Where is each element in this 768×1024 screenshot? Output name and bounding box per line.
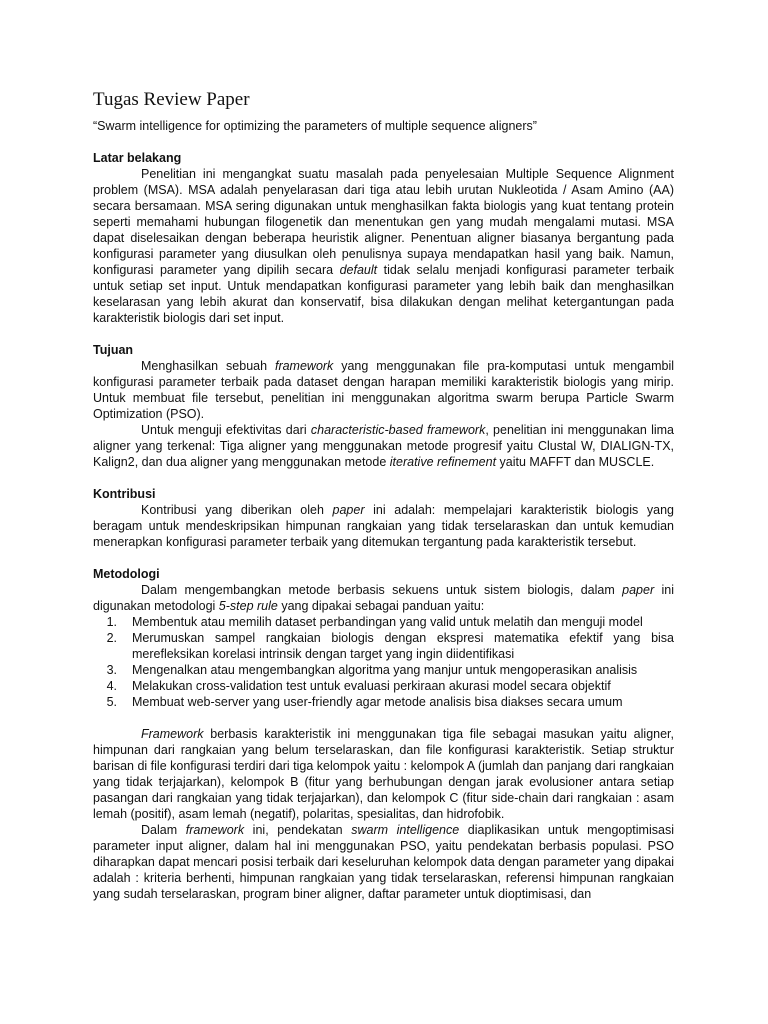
- paragraph: Penelitian ini mengangkat suatu masalah pada penyelesaian Multiple Sequence Alignment problem (MSA). MSA adalah penyelarasan dari tiga atau lebih urutan Nukleotida / Asam Amino (AA) secara bersamaan. MSA sering digunakan untuk menghasilkan fakta biologis yang kuat tentang protein seperti memahami hubungan filogenetik dan menentukan gen yang mudah mengalami mutasi. MSA dapat diselesaikan dengan beberapa heuristik aligner. Penentuan aligner biasanya bergantung pada konfigurasi parameter yang diusulkan oleh penulisnya supaya mendapatkan hasil yang baik. Namun, konfigurasi parameter yang dipilih secara default tidak selalu menjadi konfigurasi parameter terbaik untuk setiap set input. Untuk mendapatkan konfigurasi parameter yang lebih baik dan menghasilkan keselarasan yang lebih akurat dan konservatif, bisa dilakukan dengan melihat ketergantungan pada karakteristik biologis dari set input.: [93, 167, 674, 325]
- step-list: [93, 614, 674, 710]
- section-metodologi: [93, 566, 674, 902]
- paragraph: Kontribusi yang diberikan oleh paper ini adalah: mempelajari karakteristik biologis yang beragam untuk mendeskripsikan himpunan rangkaian yang tidak terselaraskan dan untuk kemudian menerapkan konfigurasi parameter terbaik yang ditemukan tergantung pada karakteristik tersebut.: [93, 503, 674, 549]
- section-heading: Kontribusi: [93, 487, 156, 501]
- paragraph: Menghasilkan sebuah framework yang menggunakan file pra-komputasi untuk mengambil konfigurasi parameter terbaik pada dataset dengan harapan memiliki karakteristik biologis yang mirip. Untuk membuat file tersebut, penelitian ini menggunakan algoritma swarm berupa Particle Swarm Optimization (PSO).: [93, 359, 674, 421]
- paragraph: Dalam mengembangkan metode berbasis sekuens untuk sistem biologis, dalam paper ini digunakan metodologi 5-step rule yang dipakai sebagai panduan yaitu:: [93, 583, 674, 613]
- paragraph: Untuk menguji efektivitas dari characteristic-based framework, penelitian ini menggunakan lima aligner yang terkenal: Tiga aligner yang menggunakan metode progresif yaitu Clustal W, DIALIGN-TX, Kalign2, dan dua aligner yang menggunakan metode iterative refinement yaitu MAFFT dan MUSCLE.: [93, 423, 674, 469]
- paper-title: “Swarm intelligence for optimizing the parameters of multiple sequence aligners”: [93, 119, 537, 133]
- document-title: Tugas Review Paper: [93, 89, 250, 110]
- section-kontribusi: [93, 486, 674, 550]
- list-item: 2. Merumuskan sampel rangkaian biologis dengan ekspresi matematika efektif yang bisa merefleksikan korelasi intrinsik dengan target yang ingin diidentifikasi: [106, 631, 674, 661]
- section-heading: Latar belakang: [93, 151, 182, 165]
- paragraph: Dalam framework ini, pendekatan swarm intelligence diaplikasikan untuk mengoptimisasi parameter input aligner, dalam hal ini menggunakan PSO, yaitu pendekatan berbasis populasi. PSO diharapkan dapat mencari posisi terbaik dari keseluruhan kelompok data dengan parameter yang dipakai adalah : kriteria berhenti, himpunan rangkaian yang tidak terselaraskan, referensi himpunan rangkaian yang sudah terselaraskan, program biner aligner, daftar parameter untuk dioptimisasi, dan: [93, 823, 674, 901]
- section-heading: Metodologi: [93, 567, 160, 581]
- list-item: 1. Membentuk atau memilih dataset perbandingan yang valid untuk melatih dan menguji model: [106, 615, 643, 629]
- list-item: 5. Membuat web-server yang user-friendly agar metode analisis bisa diakses secara umum: [106, 695, 623, 709]
- list-item: 3. Mengenalkan atau mengembangkan algoritma yang manjur untuk mengoperasikan analisis: [106, 663, 638, 677]
- section-latar-belakang: [93, 150, 674, 326]
- paragraph: Framework berbasis karakteristik ini menggunakan tiga file sebagai masukan yaitu aligner, himpunan dari rangkaian yang belum terselaraskan, dan file konfigurasi karakteristik. Setiap struktur barisan di file konfigurasi terdiri dari tiga kelompok yaitu : kelompok A (jumlah dan panjang dari rangkaian yang tidak terjajarkan), kelompok B (fitur yang berhubungan dengan jarak evolusioner antara setiap pasangan dari rangkaian yang tidak terjajarkan), dan kelompok C (fitur side-chain dari rangkaian : asam lemah (positif), asam lemah (negatif), polaritas, spesialitas, dan hidrofobik.: [93, 727, 674, 821]
- section-heading: Tujuan: [93, 343, 134, 357]
- section-tujuan: [93, 342, 674, 470]
- list-item: 4. Melakukan cross-validation test untuk evaluasi perkiraan akurasi model secara objektif: [106, 679, 611, 693]
